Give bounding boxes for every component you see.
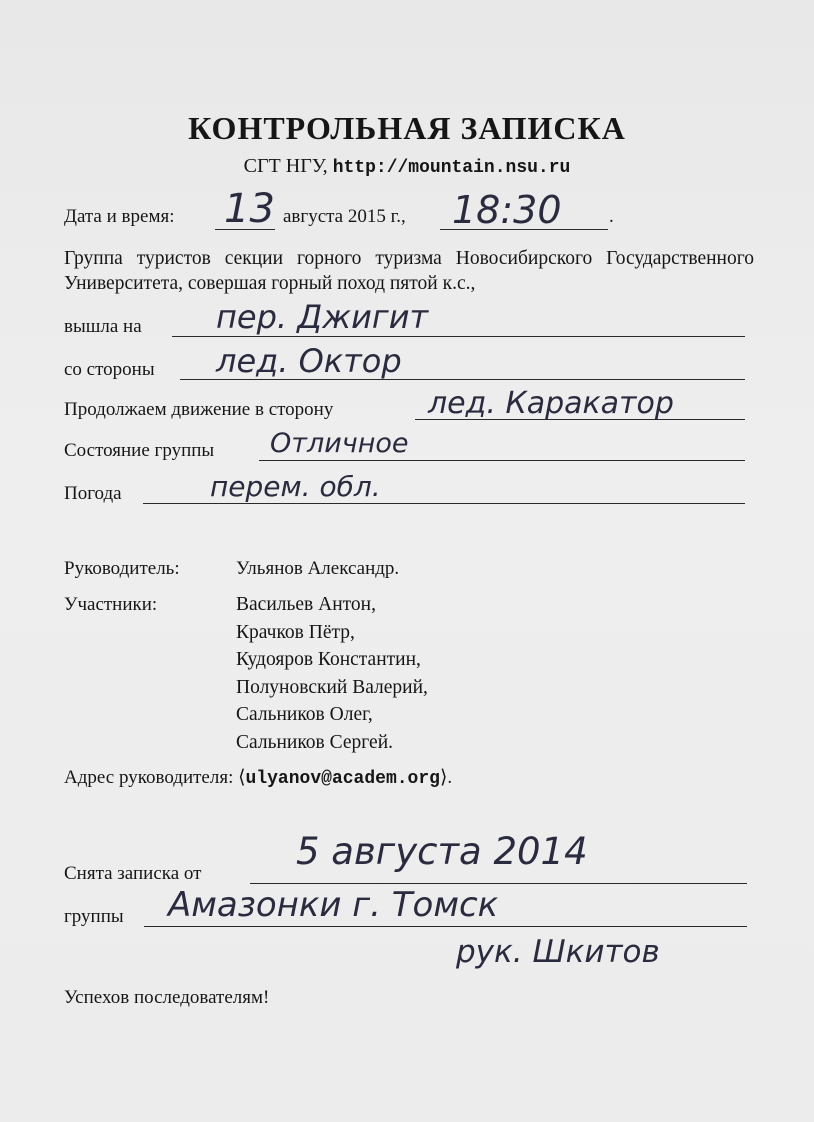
member-name: Крачков Пётр, — [236, 621, 355, 643]
members-list — [236, 591, 428, 756]
address-email: ulyanov@academ.org — [245, 769, 440, 789]
date-day-handwritten: 13 — [224, 186, 275, 232]
state-handwritten: Отличное — [270, 428, 409, 459]
continue-handwritten: лед. Каракатор — [428, 386, 674, 421]
taken-handwritten: 5 августа 2014 — [296, 830, 588, 873]
weather-label: Погода — [64, 483, 122, 504]
weather-handwritten: перем. обл. — [210, 470, 381, 503]
date-label: Дата и время: — [64, 206, 175, 227]
member-name: Сальников Сергей. — [236, 731, 393, 753]
group-line — [144, 926, 747, 927]
address-open-bracket: ⟨ — [238, 767, 246, 788]
exited-handwritten: пер. Джигит — [216, 298, 429, 336]
address-label: Адрес руководителя: — [64, 767, 234, 788]
weather-line — [143, 503, 745, 504]
leader-label: Руководитель: — [64, 558, 180, 579]
continue-label: Продолжаем движение в сторону — [64, 399, 334, 420]
exited-line — [172, 336, 745, 337]
group-handwritten: Амазонки г. Томск — [168, 885, 499, 925]
members-label: Участники: — [64, 594, 158, 615]
member-name: Кудояров Константин, — [236, 649, 421, 670]
address-line — [64, 766, 452, 789]
date-time-handwritten: 18:30 — [452, 188, 562, 232]
group-label: группы — [64, 906, 124, 927]
taken-label: Снята записка от — [64, 863, 202, 884]
member-name: Васильев Антон, — [236, 594, 376, 615]
taken-line — [250, 883, 747, 884]
exited-label: вышла на — [64, 316, 142, 337]
document-subtitle — [0, 155, 814, 178]
intro-paragraph: Группа туристов секции горного туризма Новосибирского Государственного Университета, совершая горный поход пятой к.с., — [64, 248, 754, 294]
side-label: со стороны — [64, 359, 155, 380]
closing-text: Успехов последователям! — [64, 987, 270, 1008]
date-end-dot: . — [609, 206, 614, 227]
state-line — [259, 460, 745, 461]
state-label: Состояние группы — [64, 440, 215, 461]
member-name: Полуновский Валерий, — [236, 676, 428, 698]
leader-name: Ульянов Александр. — [236, 558, 400, 579]
subtitle-url: http://mountain.nsu.ru — [332, 158, 571, 178]
subtitle-prefix: СГТ НГУ, — [243, 155, 328, 177]
address-close-bracket: ⟩. — [439, 767, 453, 788]
date-month-year: августа 2015 г., — [283, 206, 406, 227]
member-name: Сальников Олег, — [236, 704, 373, 725]
document-title: КОНТРОЛЬНАЯ ЗАПИСКА — [188, 110, 626, 146]
group-leader-handwritten: рук. Шкитов — [456, 934, 660, 970]
side-handwritten: лед. Октор — [216, 342, 402, 380]
